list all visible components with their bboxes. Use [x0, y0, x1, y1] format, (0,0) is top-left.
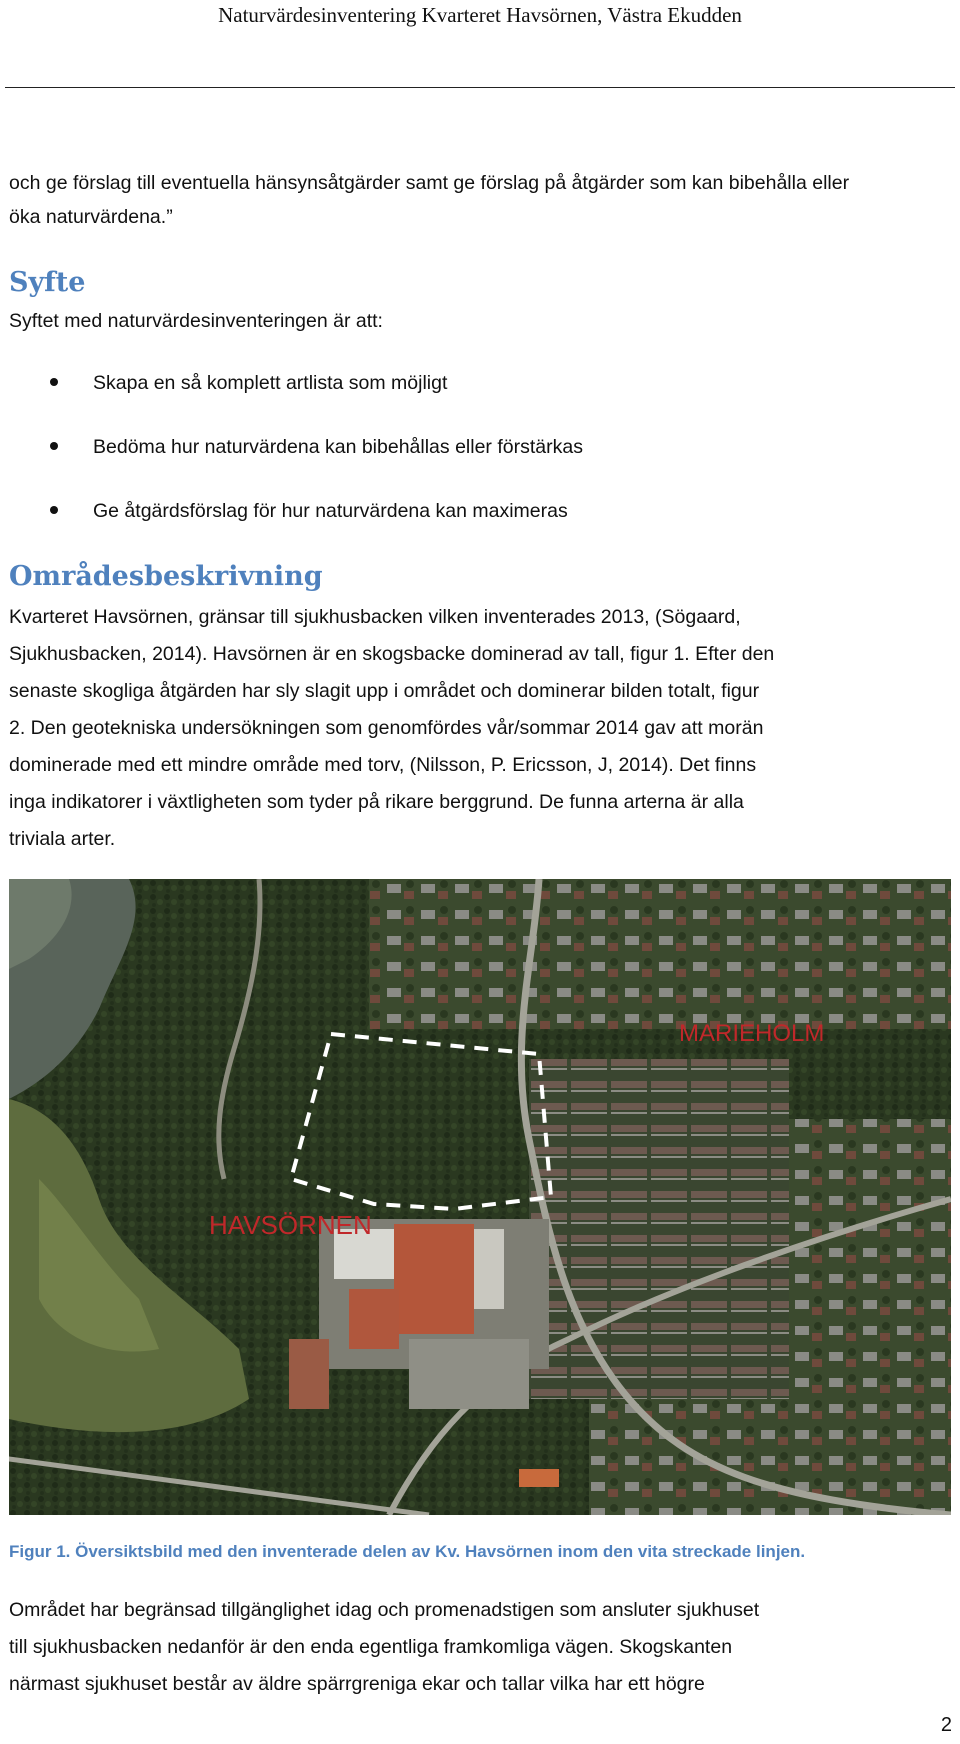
omrade-line-3: senaste skogliga åtgärden har sly slagit upp i området och dominerar bilden totalt, figur — [9, 680, 760, 702]
syfte-lead: Syftet med naturvärdesinventeringen är att: — [9, 310, 383, 332]
omrade-line-1: Kvarteret Havsörnen, gränsar till sjukhusbacken vilken inventerades 2013, (Sögaard, — [9, 606, 741, 628]
intro-line-1: och ge förslag till eventuella hänsynsåtgärder samt ge förslag på åtgärder som kan bibehålla eller — [9, 172, 850, 194]
omrade-line-7: triviala arter. — [9, 828, 116, 850]
omrade-line-5: dominerade med ett mindre område med torv, (Nilsson, P. Ericsson, J, 2014). Det finns — [9, 754, 757, 776]
list-item: Ge åtgärdsförslag för hur naturvärdena kan maximeras — [0, 494, 900, 558]
label-havsornen: HAVSÖRNEN — [209, 1210, 372, 1240]
bullet-icon — [50, 506, 58, 514]
aerial-photo — [9, 879, 951, 1515]
bullet-icon — [50, 378, 58, 386]
omrade-line-2: Sjukhusbacken, 2014). Havsörnen är en skogsbacke dominerad av tall, figur 1. Efter den — [9, 643, 775, 665]
bullet-icon — [50, 442, 58, 450]
syfte-bullet-list — [0, 366, 900, 558]
omrade-line-4: 2. Den geotekniska undersökningen som genomfördes vår/sommar 2014 gav att morän — [9, 717, 764, 739]
outro-line-1: Området har begränsad tillgänglighet idag och promenadstigen som ansluter sjukhuset — [9, 1599, 760, 1621]
outro-line-3: närmast sjukhuset består av äldre spärrgreniga ekar och tallar vilka har ett högre — [9, 1673, 705, 1695]
heading-omradesbeskrivning: Områdesbeskrivning — [9, 561, 323, 592]
intro-line-2: öka naturvärdena.” — [9, 206, 173, 228]
list-item: Bedöma hur naturvärdena kan bibehållas eller förstärkas — [0, 430, 900, 494]
figure-caption: Figur 1. Översiktsbild med den inventerade delen av Kv. Havsörnen inom den vita streckade linjen. — [9, 1542, 806, 1561]
heading-syfte: Syfte — [9, 267, 86, 298]
list-item: Skapa en så komplett artlista som möjligt — [0, 366, 900, 430]
aerial-photo-figure — [9, 879, 951, 1515]
running-header: Naturvärdesinventering Kvarteret Havsörnen, Västra Ekudden — [218, 3, 742, 27]
outro-line-2: till sjukhusbacken nedanför är den enda egentliga framkomliga vägen. Skogskanten — [9, 1636, 733, 1658]
page-number: 2 — [940, 1714, 952, 1736]
omrade-line-6: inga indikatorer i växtligheten som tyder på rikare berggrund. De funna arterna är alla — [9, 791, 744, 813]
label-marieholm: MARIEHOLM — [679, 1020, 825, 1047]
header-rule — [5, 87, 955, 88]
